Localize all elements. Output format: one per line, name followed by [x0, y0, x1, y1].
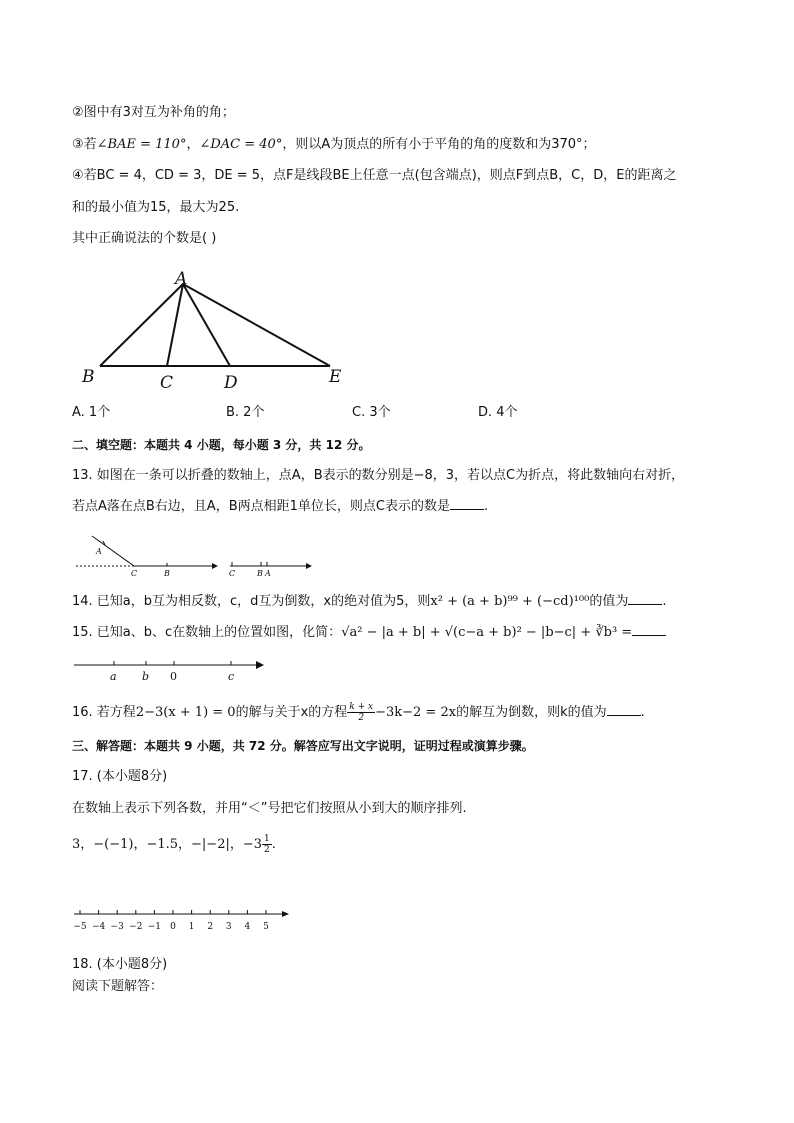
- q17-frac-denominator: 2: [264, 845, 270, 855]
- option-a[interactable]: A. 1个: [72, 405, 111, 420]
- option-c[interactable]: C. 3个: [352, 405, 391, 420]
- q13-right-label-a: A: [265, 569, 271, 578]
- q16-equation-1: 2−3(x + 1) = 0: [135, 705, 236, 720]
- q13-line1: 13. 如图在一条可以折叠的数轴上，点A，B表示的数分别是−8，3，若以点C为折点，将此数轴向右对折，: [72, 468, 685, 483]
- statement-4-line2: 和的最小值为15，最大为25.: [72, 200, 240, 215]
- q17-numbers: [72, 832, 276, 858]
- segment-ae: [183, 284, 330, 366]
- q16-answer-blank[interactable]: [607, 703, 641, 716]
- q16-end: .: [640, 705, 645, 720]
- q17-frac-numerator: 1: [264, 834, 270, 844]
- q13-left-label-b: B: [164, 569, 170, 578]
- q13-end: .: [483, 499, 489, 514]
- q17-tick-label: −1: [147, 922, 162, 932]
- label-a: A: [175, 269, 188, 289]
- q15-expression: √a² − |a + b| + √(c−a + b)² − |b−c| + ∛b³ =: [341, 625, 633, 640]
- q18-title: 18. (本小题8分): [72, 957, 168, 972]
- statement-3-suffix: ，则以A为顶点的所有小于平角的角的度数和为370°；: [282, 137, 596, 152]
- angle-bae: ∠BAE = 110°: [96, 137, 187, 152]
- statement-2: ②图中有3对互为补角的角；: [72, 105, 235, 120]
- q17-numbers-end: .: [271, 837, 276, 852]
- q17-number-line: [72, 902, 302, 936]
- q15-number-line: [72, 655, 272, 685]
- q16-suffix: 的解互为倒数，则k的值为: [456, 705, 607, 720]
- q17-tick-label: 5: [263, 922, 269, 932]
- q17-tick-label: −2: [129, 922, 143, 932]
- statement-3-prefix: ③若: [72, 137, 97, 152]
- q16-line: [72, 701, 645, 725]
- q15-label-c: c: [228, 670, 235, 683]
- segment-ab: [100, 284, 183, 366]
- q13-answer-blank[interactable]: [450, 497, 484, 510]
- statement-4-line1: ④若BC = 4，CD = 3，DE = 5，点F是线段BE上任意一点(包含端点)，则点F到点B，C，D，E的距离之: [72, 168, 677, 183]
- section3-heading: 三、解答题：本题共 9 小题，共 72 分。解答应写出文字说明，证明过程或演算步骤。: [72, 739, 534, 753]
- q15-label-a: a: [110, 670, 117, 683]
- q13-line2-text: 若点A落在点B右边，且A，B两点相距1单位长，则点C表示的数是: [72, 499, 450, 514]
- option-d[interactable]: D. 4个: [478, 405, 518, 420]
- q17-instruction: 在数轴上表示下列各数，并用“＜”号把它们按照从小到大的顺序排列.: [72, 801, 467, 816]
- q15-prefix: 15. 已知a、b、c在数轴上的位置如图，化简：: [72, 625, 342, 640]
- q14-end: .: [662, 594, 667, 609]
- q17-tick-label: 2: [207, 922, 214, 932]
- q17-tick-label: 4: [244, 922, 251, 932]
- q13-right-arrow: [306, 563, 312, 569]
- q14-answer-blank[interactable]: [628, 592, 662, 605]
- question-prompt: 其中正确说法的个数是( ): [72, 231, 217, 246]
- option-b[interactable]: B. 2个: [226, 405, 265, 420]
- q17-tick-label: −4: [91, 922, 106, 932]
- q13-line2: [72, 497, 488, 517]
- q14-line: [72, 592, 666, 612]
- q15-label-b: b: [142, 670, 150, 683]
- q17-tick-label: −3: [110, 922, 124, 932]
- q13-left-label-c: C: [131, 569, 138, 578]
- q14-suffix: 的值为: [589, 594, 629, 609]
- q14-prefix: 14. 已知a，b互为相反数，c，d互为倒数，x的绝对值为5，则: [72, 594, 431, 609]
- q13-right-label-c: C: [229, 569, 236, 578]
- q17-tick-label: 3: [225, 922, 232, 932]
- q16-fraction: [347, 702, 375, 723]
- q17-arrow: [282, 911, 289, 917]
- q13-figure: [72, 530, 322, 580]
- label-d: D: [224, 373, 238, 393]
- q13-right-label-b: B: [257, 569, 263, 578]
- q17-fraction: [262, 834, 272, 855]
- statement-3-mid: ，: [186, 137, 200, 152]
- q16-frac-denominator: 2: [358, 713, 365, 723]
- q13-left-arrow: [212, 563, 218, 569]
- angle-dac: ∠DAC = 40°: [199, 137, 283, 152]
- label-e: E: [329, 367, 342, 387]
- statement-3: [72, 135, 596, 155]
- triangle-figure: [70, 266, 360, 396]
- q18-instruction: 阅读下题解答：: [72, 979, 164, 994]
- q17-number-list: 3，−(−1)，−1.5，−|−2|，−3: [72, 837, 263, 852]
- q15-answer-blank[interactable]: [632, 623, 666, 636]
- q16-frac-numerator: k + x: [349, 702, 374, 712]
- label-b: B: [82, 367, 95, 387]
- q13-left-label-a: A: [96, 547, 102, 556]
- q15-line: [72, 623, 666, 643]
- label-c: C: [160, 373, 174, 393]
- q16-mid: 的解与关于x的方程: [235, 705, 348, 720]
- q17-title: 17. (本小题8分): [72, 769, 168, 784]
- q15-label-0: 0: [170, 670, 177, 683]
- q14-expression: x² + (a + b)⁹⁹ + (−cd)¹⁰⁰: [430, 594, 590, 609]
- section2-heading: 二、填空题：本题共 4 小题，每小题 3 分，共 12 分。: [72, 438, 371, 452]
- q17-tick-label: −5: [73, 922, 87, 932]
- q15-arrow: [256, 661, 264, 669]
- q17-tick-label: 0: [170, 922, 176, 932]
- q17-tick-label: 1: [188, 922, 195, 932]
- q16-prefix: 16. 若方程: [72, 705, 136, 720]
- q16-equation-2: −3k−2 = 2x: [375, 705, 457, 720]
